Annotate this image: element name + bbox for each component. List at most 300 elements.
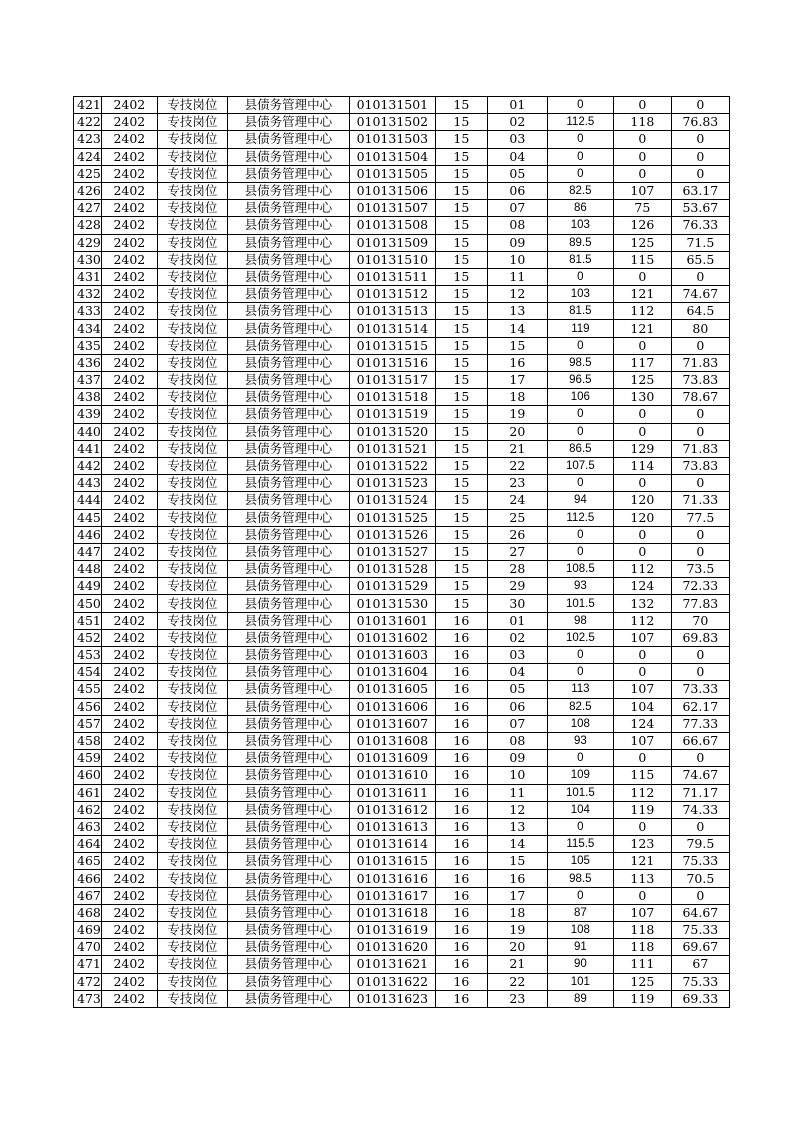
- interview-score-cell: 112: [613, 303, 671, 320]
- position-type-cell: 专技岗位: [157, 286, 227, 303]
- position-type-cell: 专技岗位: [157, 612, 227, 629]
- interview-score-cell: 107: [613, 732, 671, 749]
- interview-score-cell: 0: [613, 475, 671, 492]
- row-number-cell: 470: [74, 939, 102, 956]
- job-code-cell: 2402: [101, 320, 157, 337]
- unit-name-cell: 县债务管理中心: [227, 389, 349, 406]
- job-code-cell: 2402: [101, 887, 157, 904]
- seat-number-cell: 27: [487, 543, 547, 560]
- written-score-cell: 108.5: [547, 561, 613, 578]
- seat-number-cell: 01: [487, 612, 547, 629]
- total-score-cell: 80: [671, 320, 729, 337]
- total-score-cell: 0: [671, 268, 729, 285]
- interview-score-cell: 0: [613, 406, 671, 423]
- job-code-cell: 2402: [101, 767, 157, 784]
- interview-score-cell: 126: [613, 217, 671, 234]
- position-type-cell: 专技岗位: [157, 372, 227, 389]
- exam-room-cell: 16: [435, 922, 487, 939]
- row-number-cell: 427: [74, 200, 102, 217]
- position-type-cell: 专技岗位: [157, 750, 227, 767]
- row-number-cell: 434: [74, 320, 102, 337]
- unit-name-cell: 县债务管理中心: [227, 973, 349, 990]
- total-score-cell: 69.67: [671, 939, 729, 956]
- exam-room-cell: 15: [435, 320, 487, 337]
- seat-number-cell: 14: [487, 836, 547, 853]
- job-code-cell: 2402: [101, 698, 157, 715]
- row-number-cell: 461: [74, 784, 102, 801]
- job-code-cell: 2402: [101, 939, 157, 956]
- position-type-cell: 专技岗位: [157, 165, 227, 182]
- ticket-number-cell: 010131616: [349, 870, 435, 887]
- row-number-cell: 444: [74, 492, 102, 509]
- unit-name-cell: 县债务管理中心: [227, 372, 349, 389]
- exam-room-cell: 15: [435, 200, 487, 217]
- exam-room-cell: 16: [435, 956, 487, 973]
- unit-name-cell: 县债务管理中心: [227, 784, 349, 801]
- unit-name-cell: 县债务管理中心: [227, 509, 349, 526]
- total-score-cell: 0: [671, 97, 729, 114]
- total-score-cell: 0: [671, 887, 729, 904]
- written-score-cell: 0: [547, 148, 613, 165]
- exam-room-cell: 15: [435, 354, 487, 371]
- ticket-number-cell: 010131601: [349, 612, 435, 629]
- job-code-cell: 2402: [101, 440, 157, 457]
- total-score-cell: 0: [671, 148, 729, 165]
- interview-score-cell: 111: [613, 956, 671, 973]
- exam-room-cell: 15: [435, 217, 487, 234]
- interview-score-cell: 0: [613, 148, 671, 165]
- row-number-cell: 451: [74, 612, 102, 629]
- table-row: [74, 165, 730, 182]
- interview-score-cell: 115: [613, 251, 671, 268]
- unit-name-cell: 县债务管理中心: [227, 131, 349, 148]
- total-score-cell: 0: [671, 543, 729, 560]
- interview-score-cell: 0: [613, 268, 671, 285]
- ticket-number-cell: 010131525: [349, 509, 435, 526]
- interview-score-cell: 104: [613, 698, 671, 715]
- unit-name-cell: 县债务管理中心: [227, 904, 349, 921]
- seat-number-cell: 18: [487, 904, 547, 921]
- unit-name-cell: 县债务管理中心: [227, 664, 349, 681]
- exam-room-cell: 15: [435, 406, 487, 423]
- row-number-cell: 464: [74, 836, 102, 853]
- position-type-cell: 专技岗位: [157, 268, 227, 285]
- exam-room-cell: 15: [435, 148, 487, 165]
- ticket-number-cell: 010131602: [349, 629, 435, 646]
- ticket-number-cell: 010131620: [349, 939, 435, 956]
- ticket-number-cell: 010131603: [349, 647, 435, 664]
- exam-room-cell: 15: [435, 457, 487, 474]
- position-type-cell: 专技岗位: [157, 492, 227, 509]
- exam-room-cell: 15: [435, 543, 487, 560]
- position-type-cell: 专技岗位: [157, 818, 227, 835]
- job-code-cell: 2402: [101, 732, 157, 749]
- written-score-cell: 0: [547, 543, 613, 560]
- row-number-cell: 438: [74, 389, 102, 406]
- exam-room-cell: 15: [435, 337, 487, 354]
- seat-number-cell: 23: [487, 990, 547, 1007]
- unit-name-cell: 县债务管理中心: [227, 286, 349, 303]
- ticket-number-cell: 010131524: [349, 492, 435, 509]
- total-score-cell: 75.33: [671, 853, 729, 870]
- unit-name-cell: 县债务管理中心: [227, 114, 349, 131]
- total-score-cell: 53.67: [671, 200, 729, 217]
- exam-room-cell: 15: [435, 268, 487, 285]
- ticket-number-cell: 010131514: [349, 320, 435, 337]
- seat-number-cell: 14: [487, 320, 547, 337]
- table-row: [74, 182, 730, 199]
- ticket-number-cell: 010131501: [349, 97, 435, 114]
- row-number-cell: 431: [74, 268, 102, 285]
- unit-name-cell: 县债务管理中心: [227, 423, 349, 440]
- exam-room-cell: 15: [435, 561, 487, 578]
- exam-room-cell: 16: [435, 990, 487, 1007]
- position-type-cell: 专技岗位: [157, 698, 227, 715]
- row-number-cell: 443: [74, 475, 102, 492]
- position-type-cell: 专技岗位: [157, 234, 227, 251]
- written-score-cell: 104: [547, 801, 613, 818]
- table-row: [74, 578, 730, 595]
- exam-room-cell: 15: [435, 182, 487, 199]
- interview-score-cell: 0: [613, 97, 671, 114]
- total-score-cell: 63.17: [671, 182, 729, 199]
- row-number-cell: 450: [74, 595, 102, 612]
- written-score-cell: 0: [547, 664, 613, 681]
- seat-number-cell: 20: [487, 423, 547, 440]
- row-number-cell: 423: [74, 131, 102, 148]
- interview-score-cell: 123: [613, 836, 671, 853]
- row-number-cell: 458: [74, 732, 102, 749]
- seat-number-cell: 03: [487, 131, 547, 148]
- total-score-cell: 73.83: [671, 457, 729, 474]
- total-score-cell: 79.5: [671, 836, 729, 853]
- ticket-number-cell: 010131528: [349, 561, 435, 578]
- seat-number-cell: 10: [487, 251, 547, 268]
- table-row: [74, 922, 730, 939]
- table-row: [74, 818, 730, 835]
- position-type-cell: 专技岗位: [157, 320, 227, 337]
- total-score-cell: 66.67: [671, 732, 729, 749]
- position-type-cell: 专技岗位: [157, 148, 227, 165]
- total-score-cell: 0: [671, 818, 729, 835]
- job-code-cell: 2402: [101, 509, 157, 526]
- table-row: [74, 681, 730, 698]
- row-number-cell: 448: [74, 561, 102, 578]
- row-number-cell: 432: [74, 286, 102, 303]
- seat-number-cell: 09: [487, 750, 547, 767]
- total-score-cell: 71.33: [671, 492, 729, 509]
- position-type-cell: 专技岗位: [157, 423, 227, 440]
- position-type-cell: 专技岗位: [157, 114, 227, 131]
- row-number-cell: 428: [74, 217, 102, 234]
- position-type-cell: 专技岗位: [157, 97, 227, 114]
- job-code-cell: 2402: [101, 234, 157, 251]
- total-score-cell: 0: [671, 165, 729, 182]
- table-row: [74, 767, 730, 784]
- unit-name-cell: 县债务管理中心: [227, 887, 349, 904]
- seat-number-cell: 23: [487, 475, 547, 492]
- unit-name-cell: 县债务管理中心: [227, 337, 349, 354]
- interview-score-cell: 125: [613, 973, 671, 990]
- exam-room-cell: 16: [435, 836, 487, 853]
- total-score-cell: 70: [671, 612, 729, 629]
- job-code-cell: 2402: [101, 457, 157, 474]
- interview-score-cell: 107: [613, 182, 671, 199]
- unit-name-cell: 县债务管理中心: [227, 836, 349, 853]
- position-type-cell: 专技岗位: [157, 217, 227, 234]
- ticket-number-cell: 010131604: [349, 664, 435, 681]
- exam-room-cell: 15: [435, 372, 487, 389]
- total-score-cell: 70.5: [671, 870, 729, 887]
- unit-name-cell: 县债务管理中心: [227, 440, 349, 457]
- row-number-cell: 429: [74, 234, 102, 251]
- interview-score-cell: 0: [613, 647, 671, 664]
- table-body: [74, 97, 730, 1008]
- written-score-cell: 101.5: [547, 784, 613, 801]
- table-row: [74, 286, 730, 303]
- written-score-cell: 0: [547, 887, 613, 904]
- seat-number-cell: 03: [487, 647, 547, 664]
- unit-name-cell: 县债务管理中心: [227, 148, 349, 165]
- seat-number-cell: 29: [487, 578, 547, 595]
- seat-number-cell: 15: [487, 337, 547, 354]
- position-type-cell: 专技岗位: [157, 389, 227, 406]
- job-code-cell: 2402: [101, 595, 157, 612]
- interview-score-cell: 107: [613, 681, 671, 698]
- ticket-number-cell: 010131527: [349, 543, 435, 560]
- unit-name-cell: 县债务管理中心: [227, 612, 349, 629]
- row-number-cell: 459: [74, 750, 102, 767]
- exam-room-cell: 16: [435, 973, 487, 990]
- seat-number-cell: 25: [487, 509, 547, 526]
- written-score-cell: 113: [547, 681, 613, 698]
- unit-name-cell: 县债务管理中心: [227, 492, 349, 509]
- ticket-number-cell: 010131513: [349, 303, 435, 320]
- ticket-number-cell: 010131523: [349, 475, 435, 492]
- row-number-cell: 435: [74, 337, 102, 354]
- unit-name-cell: 县债务管理中心: [227, 217, 349, 234]
- seat-number-cell: 04: [487, 148, 547, 165]
- row-number-cell: 456: [74, 698, 102, 715]
- unit-name-cell: 县债务管理中心: [227, 629, 349, 646]
- total-score-cell: 62.17: [671, 698, 729, 715]
- unit-name-cell: 县债务管理中心: [227, 457, 349, 474]
- unit-name-cell: 县债务管理中心: [227, 939, 349, 956]
- written-score-cell: 86.5: [547, 440, 613, 457]
- written-score-cell: 86: [547, 200, 613, 217]
- interview-score-cell: 117: [613, 354, 671, 371]
- seat-number-cell: 04: [487, 664, 547, 681]
- unit-name-cell: 县债务管理中心: [227, 853, 349, 870]
- table-row: [74, 904, 730, 921]
- written-score-cell: 94: [547, 492, 613, 509]
- written-score-cell: 119: [547, 320, 613, 337]
- total-score-cell: 73.83: [671, 372, 729, 389]
- written-score-cell: 101: [547, 973, 613, 990]
- exam-room-cell: 15: [435, 389, 487, 406]
- seat-number-cell: 19: [487, 406, 547, 423]
- table-row: [74, 251, 730, 268]
- table-row: [74, 457, 730, 474]
- exam-room-cell: 16: [435, 767, 487, 784]
- written-score-cell: 89.5: [547, 234, 613, 251]
- ticket-number-cell: 010131617: [349, 887, 435, 904]
- seat-number-cell: 24: [487, 492, 547, 509]
- row-number-cell: 452: [74, 629, 102, 646]
- table-row: [74, 200, 730, 217]
- total-score-cell: 64.67: [671, 904, 729, 921]
- job-code-cell: 2402: [101, 354, 157, 371]
- row-number-cell: 441: [74, 440, 102, 457]
- job-code-cell: 2402: [101, 629, 157, 646]
- unit-name-cell: 县债务管理中心: [227, 818, 349, 835]
- total-score-cell: 0: [671, 406, 729, 423]
- position-type-cell: 专技岗位: [157, 457, 227, 474]
- exam-room-cell: 16: [435, 904, 487, 921]
- row-number-cell: 457: [74, 715, 102, 732]
- row-number-cell: 445: [74, 509, 102, 526]
- interview-score-cell: 120: [613, 509, 671, 526]
- position-type-cell: 专技岗位: [157, 200, 227, 217]
- table-row: [74, 320, 730, 337]
- table-row: [74, 939, 730, 956]
- written-score-cell: 0: [547, 268, 613, 285]
- interview-score-cell: 115: [613, 767, 671, 784]
- job-code-cell: 2402: [101, 268, 157, 285]
- unit-name-cell: 县债务管理中心: [227, 406, 349, 423]
- row-number-cell: 424: [74, 148, 102, 165]
- ticket-number-cell: 010131510: [349, 251, 435, 268]
- written-score-cell: 103: [547, 217, 613, 234]
- interview-score-cell: 118: [613, 922, 671, 939]
- written-score-cell: 89: [547, 990, 613, 1007]
- seat-number-cell: 06: [487, 698, 547, 715]
- unit-name-cell: 县债务管理中心: [227, 922, 349, 939]
- unit-name-cell: 县债务管理中心: [227, 182, 349, 199]
- position-type-cell: 专技岗位: [157, 922, 227, 939]
- total-score-cell: 0: [671, 131, 729, 148]
- ticket-number-cell: 010131519: [349, 406, 435, 423]
- seat-number-cell: 12: [487, 801, 547, 818]
- seat-number-cell: 18: [487, 389, 547, 406]
- table-row: [74, 784, 730, 801]
- job-code-cell: 2402: [101, 853, 157, 870]
- job-code-cell: 2402: [101, 389, 157, 406]
- position-type-cell: 专技岗位: [157, 732, 227, 749]
- total-score-cell: 77.33: [671, 715, 729, 732]
- ticket-number-cell: 010131506: [349, 182, 435, 199]
- row-number-cell: 467: [74, 887, 102, 904]
- ticket-number-cell: 010131503: [349, 131, 435, 148]
- row-number-cell: 454: [74, 664, 102, 681]
- job-code-cell: 2402: [101, 217, 157, 234]
- position-type-cell: 专技岗位: [157, 509, 227, 526]
- table-row: [74, 853, 730, 870]
- ticket-number-cell: 010131611: [349, 784, 435, 801]
- ticket-number-cell: 010131502: [349, 114, 435, 131]
- row-number-cell: 466: [74, 870, 102, 887]
- job-code-cell: 2402: [101, 165, 157, 182]
- job-code-cell: 2402: [101, 200, 157, 217]
- interview-score-cell: 113: [613, 870, 671, 887]
- seat-number-cell: 20: [487, 939, 547, 956]
- table-row: [74, 389, 730, 406]
- seat-number-cell: 08: [487, 217, 547, 234]
- total-score-cell: 65.5: [671, 251, 729, 268]
- interview-score-cell: 129: [613, 440, 671, 457]
- written-score-cell: 105: [547, 853, 613, 870]
- ticket-number-cell: 010131512: [349, 286, 435, 303]
- position-type-cell: 专技岗位: [157, 801, 227, 818]
- written-score-cell: 0: [547, 337, 613, 354]
- seat-number-cell: 08: [487, 732, 547, 749]
- table-row: [74, 337, 730, 354]
- total-score-cell: 73.33: [671, 681, 729, 698]
- interview-score-cell: 0: [613, 887, 671, 904]
- written-score-cell: 0: [547, 750, 613, 767]
- row-number-cell: 462: [74, 801, 102, 818]
- seat-number-cell: 09: [487, 234, 547, 251]
- total-score-cell: 74.33: [671, 801, 729, 818]
- written-score-cell: 96.5: [547, 372, 613, 389]
- job-code-cell: 2402: [101, 97, 157, 114]
- ticket-number-cell: 010131615: [349, 853, 435, 870]
- position-type-cell: 专技岗位: [157, 131, 227, 148]
- position-type-cell: 专技岗位: [157, 990, 227, 1007]
- exam-room-cell: 15: [435, 578, 487, 595]
- written-score-cell: 0: [547, 818, 613, 835]
- job-code-cell: 2402: [101, 715, 157, 732]
- position-type-cell: 专技岗位: [157, 629, 227, 646]
- ticket-number-cell: 010131516: [349, 354, 435, 371]
- written-score-cell: 0: [547, 97, 613, 114]
- exam-room-cell: 16: [435, 853, 487, 870]
- unit-name-cell: 县债务管理中心: [227, 715, 349, 732]
- job-code-cell: 2402: [101, 870, 157, 887]
- unit-name-cell: 县债务管理中心: [227, 578, 349, 595]
- position-type-cell: 专技岗位: [157, 251, 227, 268]
- exam-room-cell: 16: [435, 801, 487, 818]
- seat-number-cell: 26: [487, 526, 547, 543]
- total-score-cell: 69.33: [671, 990, 729, 1007]
- job-code-cell: 2402: [101, 990, 157, 1007]
- interview-score-cell: 118: [613, 939, 671, 956]
- table-row: [74, 509, 730, 526]
- interview-score-cell: 130: [613, 389, 671, 406]
- written-score-cell: 93: [547, 732, 613, 749]
- job-code-cell: 2402: [101, 784, 157, 801]
- interview-score-cell: 124: [613, 715, 671, 732]
- unit-name-cell: 县债务管理中心: [227, 165, 349, 182]
- row-number-cell: 421: [74, 97, 102, 114]
- job-code-cell: 2402: [101, 578, 157, 595]
- position-type-cell: 专技岗位: [157, 904, 227, 921]
- ticket-number-cell: 010131511: [349, 268, 435, 285]
- job-code-cell: 2402: [101, 664, 157, 681]
- table-row: [74, 612, 730, 629]
- row-number-cell: 453: [74, 647, 102, 664]
- written-score-cell: 109: [547, 767, 613, 784]
- table-row: [74, 372, 730, 389]
- position-type-cell: 专技岗位: [157, 664, 227, 681]
- ticket-number-cell: 010131614: [349, 836, 435, 853]
- unit-name-cell: 县债务管理中心: [227, 801, 349, 818]
- row-number-cell: 426: [74, 182, 102, 199]
- interview-score-cell: 119: [613, 801, 671, 818]
- position-type-cell: 专技岗位: [157, 354, 227, 371]
- total-score-cell: 0: [671, 647, 729, 664]
- position-type-cell: 专技岗位: [157, 337, 227, 354]
